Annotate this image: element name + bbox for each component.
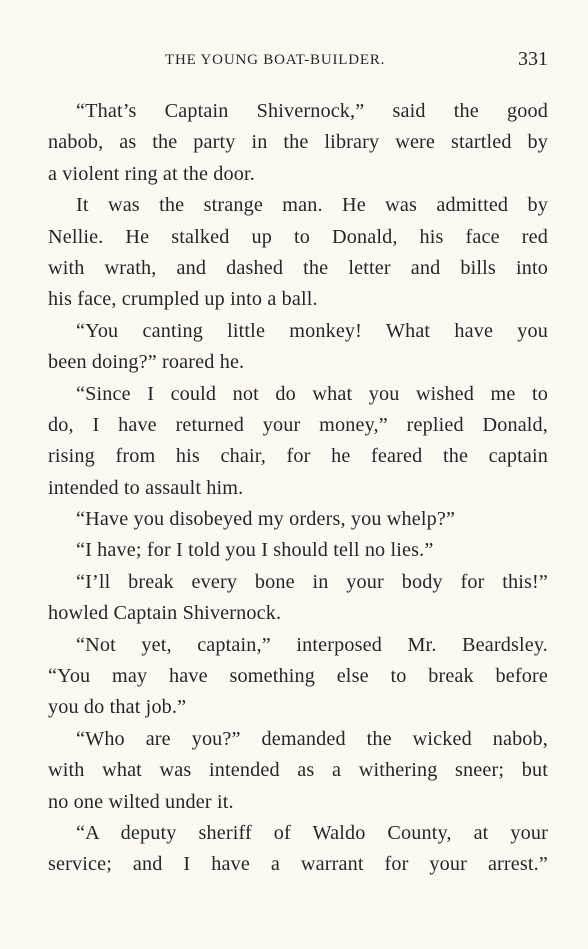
text-line: with what was intended as a withering sneer; but [48, 759, 548, 782]
text-line: “A deputy sheriff of Waldo County, at your [76, 821, 548, 844]
text-line: “I’ll break every bone in your body for this!” [76, 570, 548, 593]
text-line: intended to assault him. [48, 476, 244, 499]
text-line: a violent ring at the door. [48, 162, 255, 185]
page-number: 331 [518, 48, 548, 70]
running-title: THE YOUNG BOAT-BUILDER. [165, 52, 386, 68]
text-line: rising from his chair, for he feared the captain [48, 445, 548, 468]
text-line: with wrath, and dashed the letter and bills into [48, 256, 548, 279]
text-line: “Have you disobeyed my orders, you whelp?” [76, 508, 456, 531]
text-line: “You may have something else to break before [48, 665, 548, 688]
text-line: nabob, as the party in the library were startled by [48, 131, 548, 154]
text-line: howled Captain Shivernock. [48, 602, 282, 625]
text-line: his face, crumpled up into a ball. [48, 288, 318, 311]
text-line: you do that job.” [48, 696, 187, 719]
body-text [48, 96, 548, 881]
text-line: “Not yet, captain,” interposed Mr. Beardsley. [76, 633, 548, 656]
text-line: no one wilted under it. [48, 790, 234, 813]
text-line: “That’s Captain Shivernock,” said the good [76, 100, 548, 122]
running-head [0, 48, 588, 74]
text-line: It was the strange man. He was admitted by [76, 194, 548, 217]
text-line: do, I have returned your money,” replied Donald, [48, 413, 548, 436]
text-line: Nellie. He stalked up to Donald, his face red [48, 225, 548, 248]
text-line: service; and I have a warrant for your arrest.” [48, 853, 548, 876]
text-line: “Since I could not do what you wished me to [76, 382, 548, 405]
text-line: “Who are you?” demanded the wicked nabob, [76, 727, 548, 750]
text-line: been doing?” roared he. [48, 351, 245, 374]
text-line: “I have; for I told you I should tell no lies.” [76, 539, 434, 562]
text-line: “You canting little monkey! What have you [76, 319, 548, 342]
